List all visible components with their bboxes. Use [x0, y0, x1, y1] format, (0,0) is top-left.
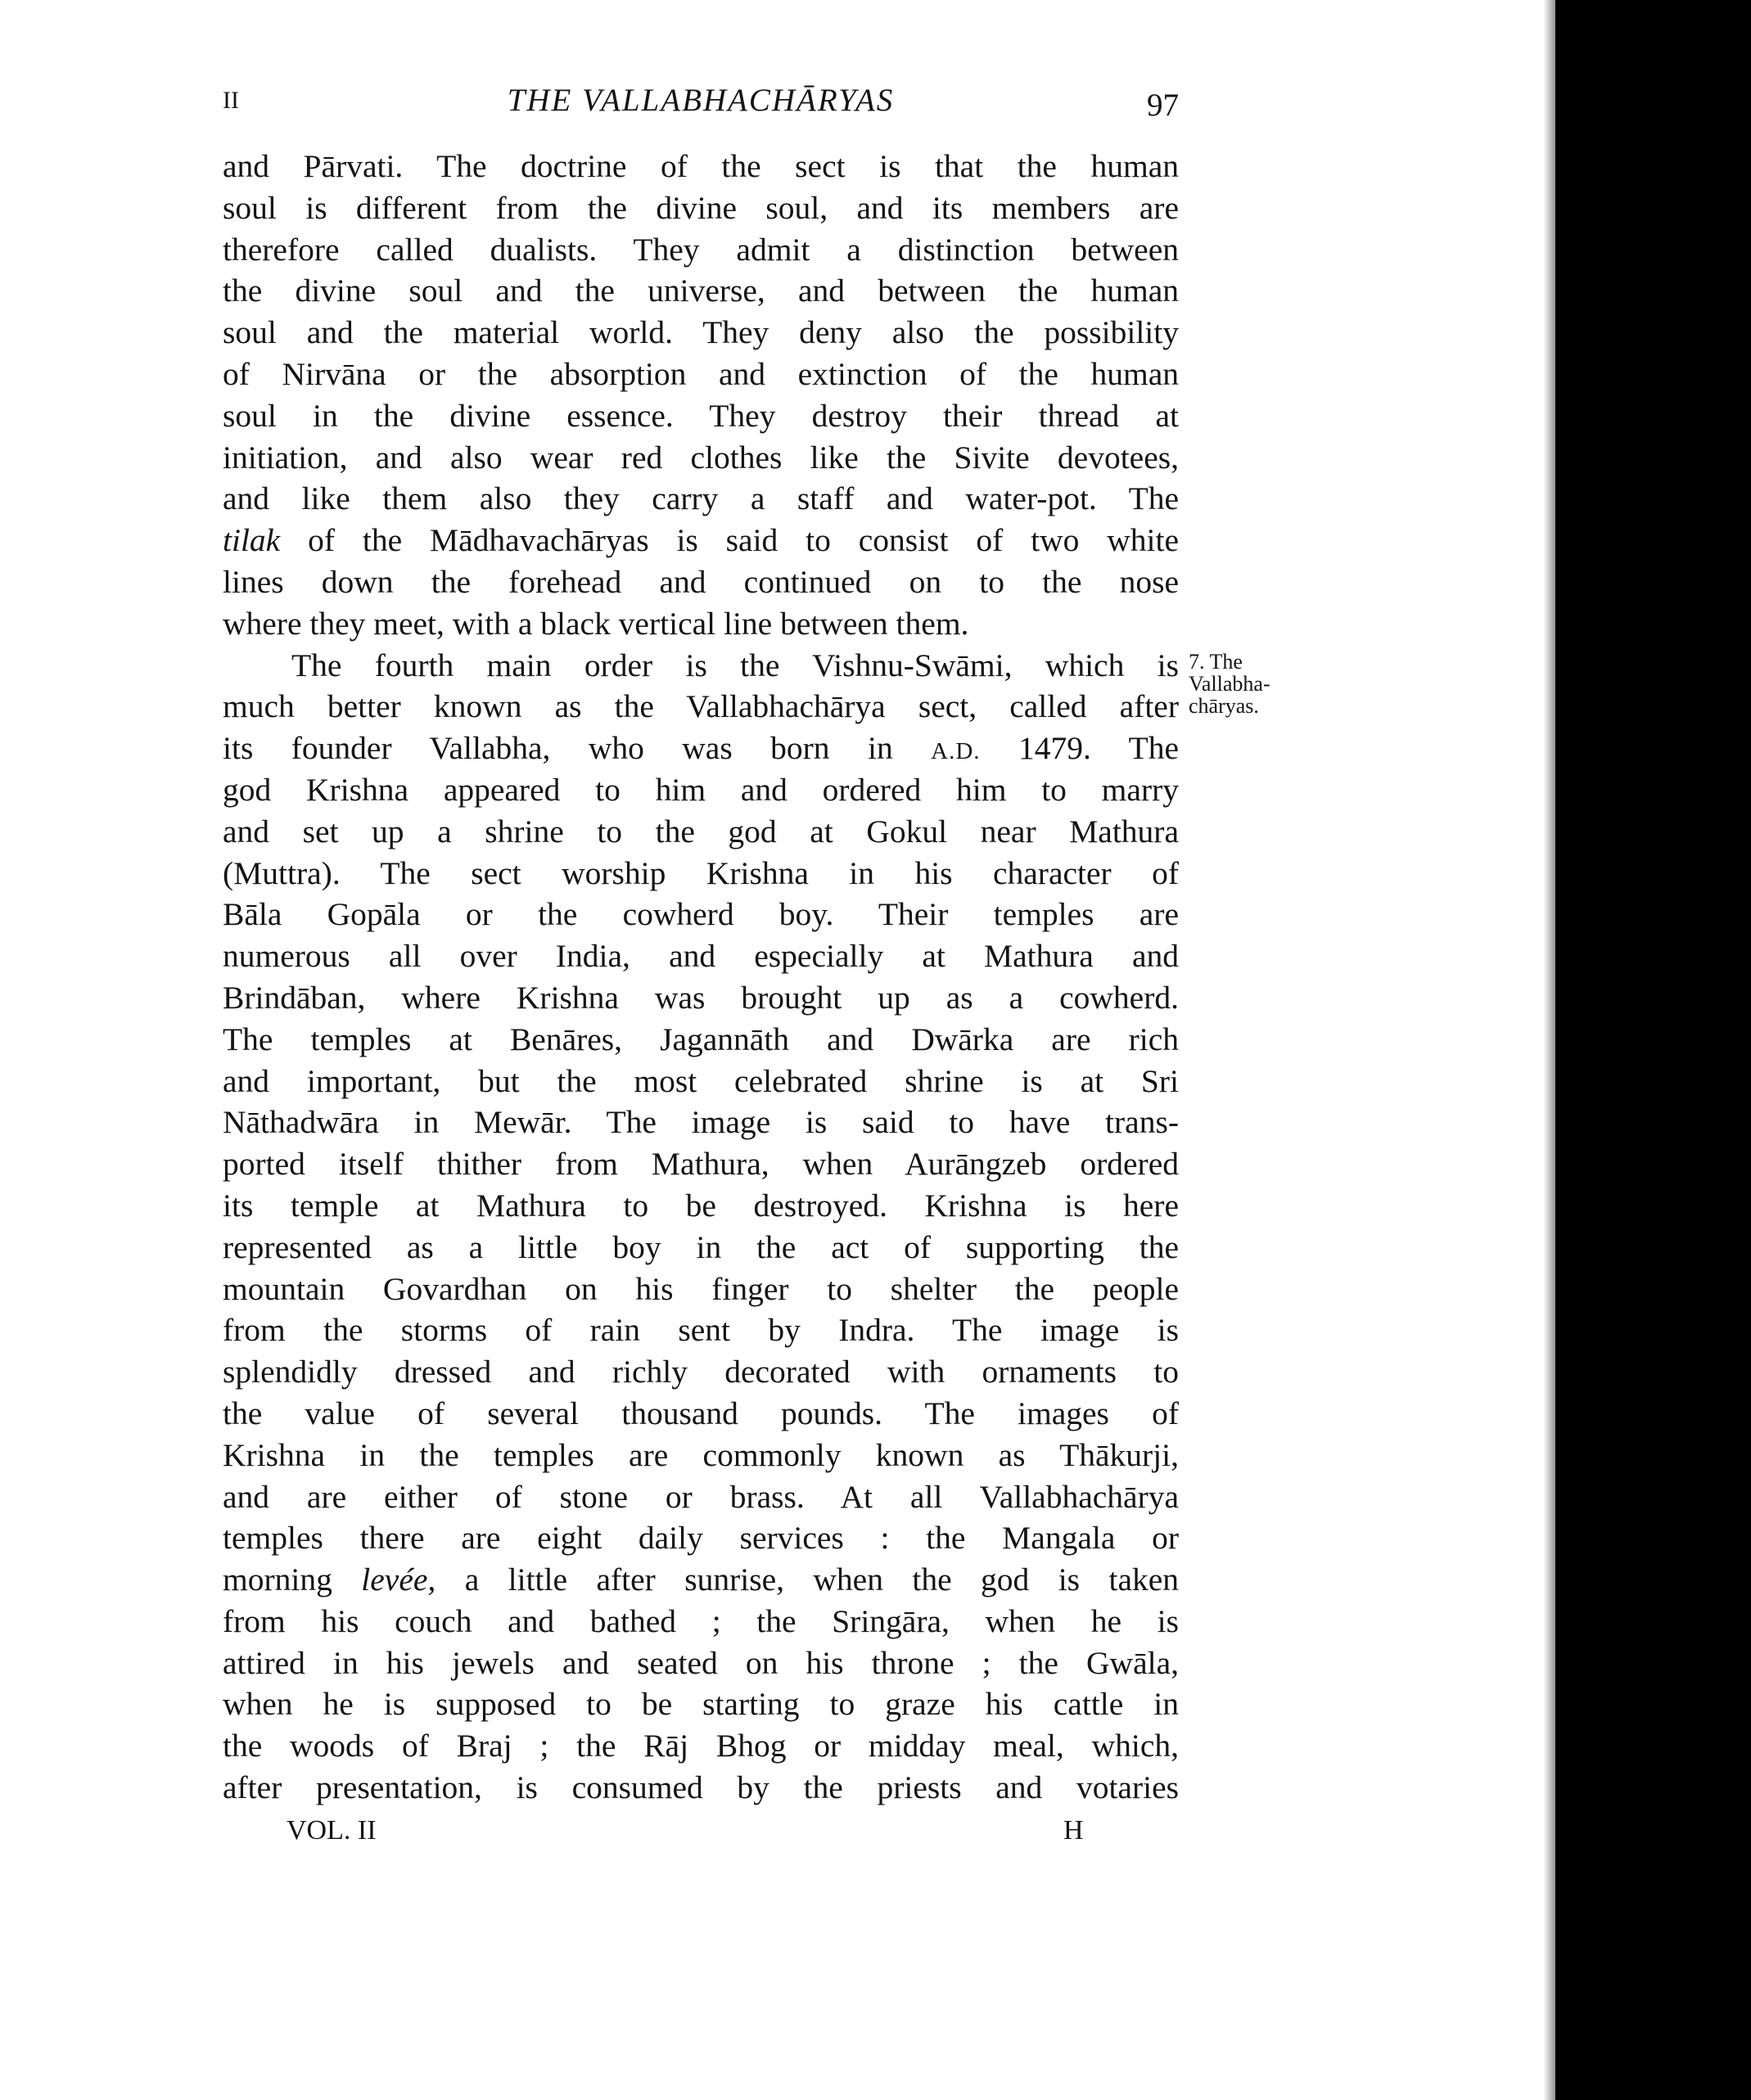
text-line: Nāthadwāra in Mewār. The image is said to have trans-: [223, 1104, 1179, 1141]
text-line: soul in the divine essence. They destroy their thread at: [223, 397, 1179, 434]
text-line: initiation, and also wear red clothes like the Sivite devotees,: [223, 439, 1179, 475]
text-line: lines down the forehead and continued on to the nose: [223, 563, 1179, 600]
signature-mark: H: [1063, 1815, 1084, 1845]
italic-term: tilak: [223, 522, 281, 559]
margin-note-text: The: [1209, 650, 1243, 674]
year: 1479.: [1018, 730, 1091, 767]
page-footer: [0, 1815, 1751, 1856]
text-segment: morning: [223, 1561, 332, 1598]
margin-note-line: [1189, 651, 1303, 673]
margin-note-line: chāryas.: [1189, 694, 1259, 718]
text-line: much better known as the Vallabhachārya sect, called after: [223, 688, 1179, 725]
text-line: of Nirvāna or the absorption and extinction of the human: [223, 355, 1179, 392]
text-line: mountain Govardhan on his finger to shelter the people: [223, 1270, 1179, 1307]
text-line: numerous all over India, and especially at Mathura and: [223, 938, 1179, 975]
page-number: 97: [1147, 88, 1179, 123]
text-line: from his couch and bathed ; the Sringāra, when he is: [223, 1602, 1179, 1639]
text-line: [223, 728, 1179, 769]
text-line: god Krishna appeared to him and ordered him to marry: [223, 771, 1179, 808]
era-abbreviation: A.D.: [931, 738, 981, 765]
text-line: soul is different from the divine soul, and its members are: [223, 189, 1179, 226]
margin-note-number: 7.: [1189, 650, 1205, 674]
body-text: [223, 146, 1179, 1809]
running-head: [223, 79, 1179, 128]
text-segment: its founder Vallabha, who was born in: [223, 730, 893, 767]
text-line: represented as a little boy in the act of supporting the: [223, 1228, 1179, 1265]
text-line: ported itself thither from Mathura, when Aurāngzeb ordered: [223, 1146, 1179, 1183]
text-line: [223, 520, 1179, 561]
text-line: Brindāban, where Krishna was brought up as a cowherd.: [223, 979, 1179, 1016]
text-line: after presentation, is consumed by the priests and votaries: [223, 1769, 1179, 1806]
text-line: and are either of stone or brass. At all Vallabhachārya: [223, 1478, 1179, 1515]
text-line: when he is supposed to be starting to graze his cattle in: [223, 1686, 1179, 1723]
text-line: the value of several thousand pounds. The images of: [223, 1395, 1179, 1431]
text-segment: The: [1128, 730, 1179, 767]
text-line: the divine soul and the universe, and between the human: [223, 273, 1179, 309]
italic-term: levée,: [361, 1561, 436, 1598]
volume-label: VOL. II: [287, 1815, 377, 1845]
text-line: and like them also they carry a staff and water-pot. The: [223, 480, 1179, 517]
text-line: The fourth main order is the Vishnu-Swāmi, which is: [291, 647, 1179, 683]
text-line: the woods of Braj ; the Rāj Bhog or midday meal, which,: [223, 1728, 1179, 1764]
text-line: [223, 1559, 1179, 1601]
margin-note: [1189, 651, 1303, 717]
text-line: temples there are eight daily services : the Mangala or: [223, 1520, 1179, 1557]
margin-note-line: Vallabha-: [1189, 672, 1270, 696]
text-line: Bāla Gopāla or the cowherd boy. Their temples are: [223, 896, 1179, 933]
text-line: Krishna in the temples are commonly known as Thākurji,: [223, 1436, 1179, 1473]
text-line: where they meet, with a black vertical line between them.: [223, 605, 969, 642]
section-number: II: [223, 87, 239, 114]
scan-page-edge: [1555, 0, 1751, 2100]
chapter-title: THE VALLABHACHĀRYAS: [507, 83, 895, 118]
text-segment: of the Mādhavachāryas is said to consist of two white: [308, 522, 1179, 559]
text-line: its temple at Mathura to be destroyed. Krishna is here: [223, 1187, 1179, 1223]
text-line: splendidly dressed and richly decorated with ornaments to: [223, 1354, 1179, 1390]
text-line: therefore called dualists. They admit a distinction between: [223, 231, 1179, 268]
text-line: (Muttra). The sect worship Krishna in his character of: [223, 854, 1179, 891]
text-line: from the storms of rain sent by Indra. The image is: [223, 1312, 1179, 1349]
text-line: soul and the material world. They deny also the possibility: [223, 314, 1179, 351]
text-line: attired in his jewels and seated on his throne ; the Gwāla,: [223, 1644, 1179, 1681]
text-line: and set up a shrine to the god at Gokul near Mathura: [223, 813, 1179, 849]
text-line: The temples at Benāres, Jagannāth and Dwārka are rich: [223, 1021, 1179, 1057]
text-line: and Pārvati. The doctrine of the sect is that the human: [223, 148, 1179, 184]
text-line: and important, but the most celebrated shrine is at Sri: [223, 1062, 1179, 1099]
text-segment: a little after sunrise, when the god is taken: [464, 1561, 1180, 1598]
